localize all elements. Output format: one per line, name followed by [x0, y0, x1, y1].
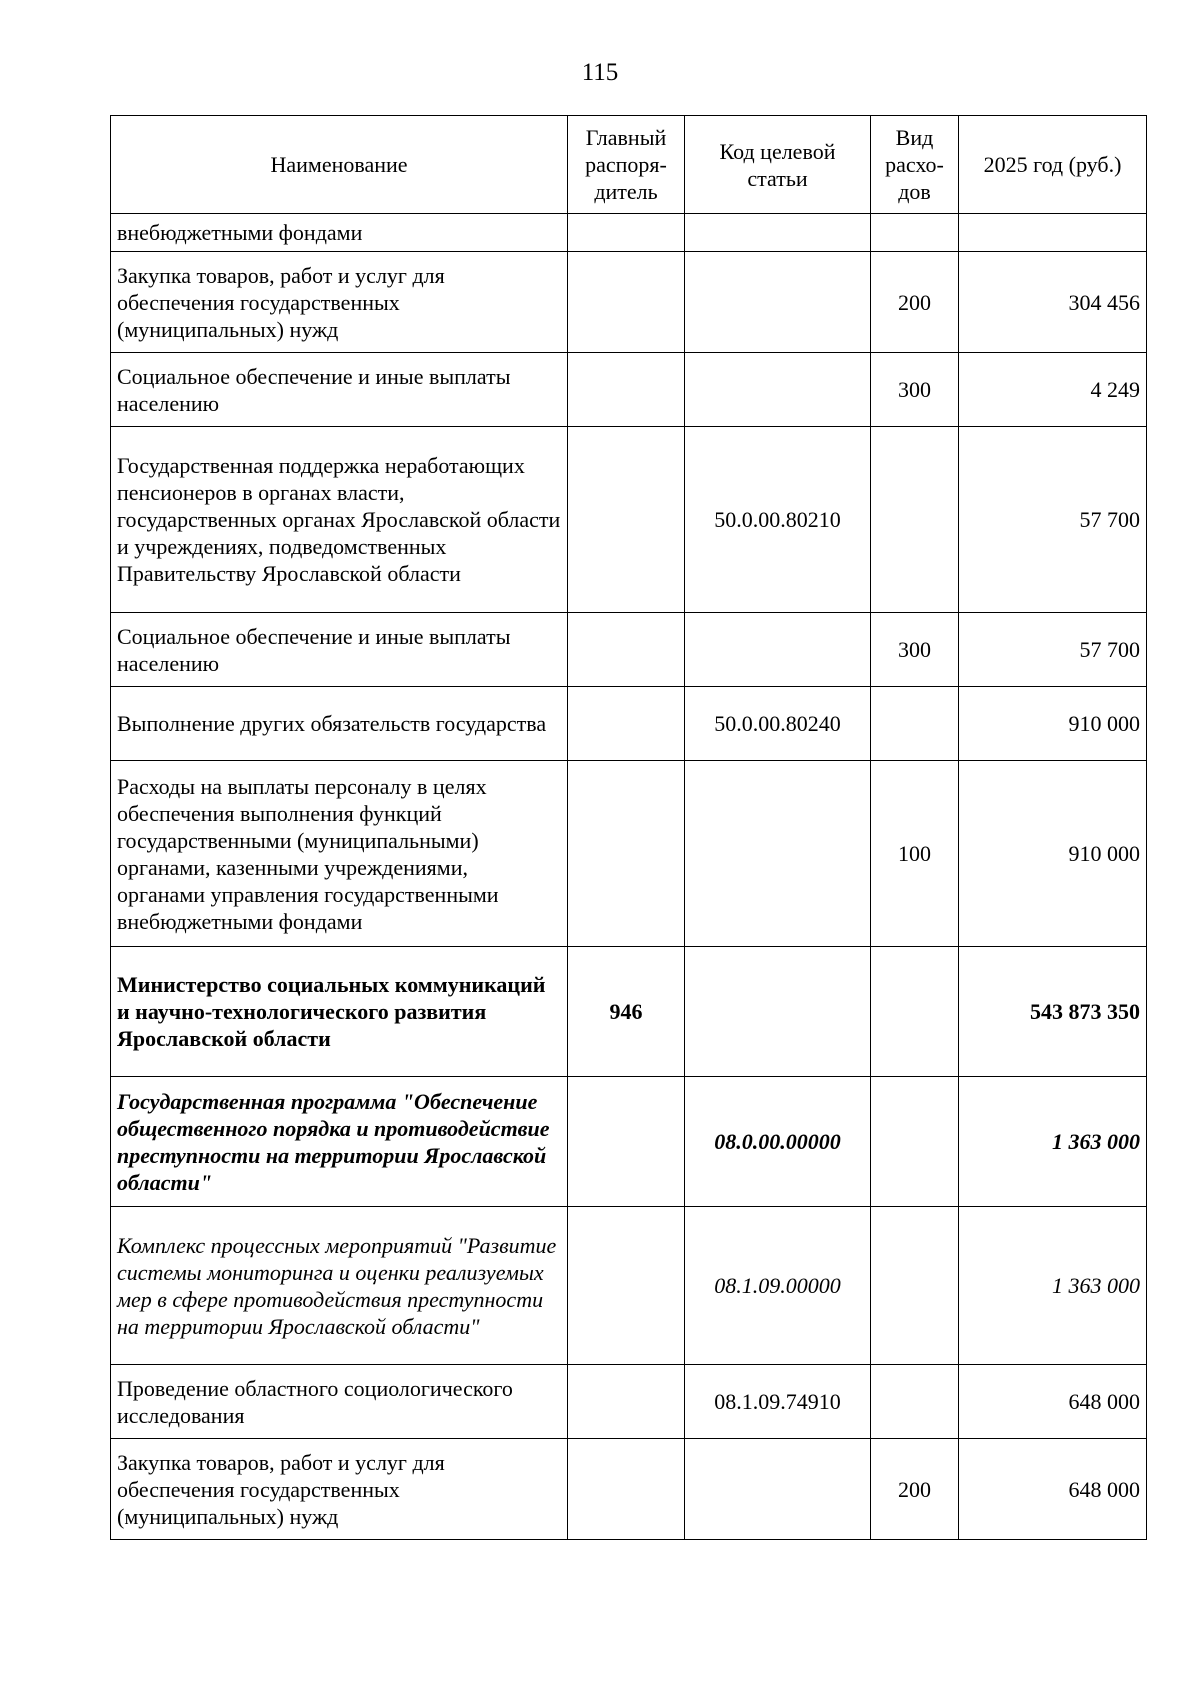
row-expense-kind	[871, 214, 959, 252]
header-target-code: Код целевой статьи	[685, 116, 871, 214]
row-target-code	[685, 353, 871, 427]
table-row	[111, 252, 1147, 353]
row-amount: 1 363 000	[959, 1207, 1147, 1365]
row-name: Социальное обеспечение и иные выплаты населению	[111, 353, 568, 427]
row-amount: 57 700	[959, 427, 1147, 613]
row-dispatcher	[568, 1077, 685, 1207]
row-expense-kind	[871, 1365, 959, 1439]
row-amount: 304 456	[959, 252, 1147, 353]
row-name: Расходы на выплаты персоналу в целях обеспечения выполнения функций государственными (муниципальными) органами, казенными учреждениями, органами управления государственными внебюджетными фондами	[111, 761, 568, 947]
header-name: Наименование	[111, 116, 568, 214]
table-row	[111, 214, 1147, 252]
table-row	[111, 353, 1147, 427]
row-expense-kind: 300	[871, 353, 959, 427]
header-amount: 2025 год (руб.)	[959, 116, 1147, 214]
row-dispatcher: 946	[568, 947, 685, 1077]
row-dispatcher	[568, 1207, 685, 1365]
row-dispatcher	[568, 613, 685, 687]
row-target-code	[685, 761, 871, 947]
row-dispatcher	[568, 252, 685, 353]
row-dispatcher	[568, 1365, 685, 1439]
table-row	[111, 1207, 1147, 1365]
row-dispatcher	[568, 1439, 685, 1540]
row-name: Государственная программа "Обеспечение общественного порядка и противодействие преступности на территории Ярославской области"	[111, 1077, 568, 1207]
table-row	[111, 761, 1147, 947]
row-amount: 910 000	[959, 761, 1147, 947]
row-amount: 543 873 350	[959, 947, 1147, 1077]
row-expense-kind: 100	[871, 761, 959, 947]
table-row	[111, 947, 1147, 1077]
table-row	[111, 1077, 1147, 1207]
header-expense-kind: Вид расхо-дов	[871, 116, 959, 214]
row-expense-kind	[871, 947, 959, 1077]
row-expense-kind	[871, 427, 959, 613]
budget-table	[110, 115, 1147, 1540]
row-amount: 648 000	[959, 1365, 1147, 1439]
row-expense-kind: 300	[871, 613, 959, 687]
row-name: Закупка товаров, работ и услуг для обеспечения государственных (муниципальных) нужд	[111, 252, 568, 353]
table-row	[111, 1439, 1147, 1540]
row-name: Проведение областного социологического исследования	[111, 1365, 568, 1439]
row-target-code	[685, 214, 871, 252]
row-target-code: 50.0.00.80240	[685, 687, 871, 761]
row-amount	[959, 214, 1147, 252]
row-name: внебюджетными фондами	[111, 214, 568, 252]
row-name: Государственная поддержка неработающих пенсионеров в органах власти, государственных органах Ярославской области и учреждениях, подведомственных Правительству Ярославской области	[111, 427, 568, 613]
table-header-row	[111, 116, 1147, 214]
page-number: 115	[581, 59, 619, 86]
row-expense-kind: 200	[871, 1439, 959, 1540]
row-name: Социальное обеспечение и иные выплаты населению	[111, 613, 568, 687]
row-target-code: 08.1.09.74910	[685, 1365, 871, 1439]
row-expense-kind: 200	[871, 252, 959, 353]
row-amount: 57 700	[959, 613, 1147, 687]
table-row	[111, 687, 1147, 761]
row-expense-kind	[871, 1077, 959, 1207]
row-target-code	[685, 947, 871, 1077]
row-target-code: 08.1.09.00000	[685, 1207, 871, 1365]
row-dispatcher	[568, 353, 685, 427]
table-row	[111, 1365, 1147, 1439]
row-target-code	[685, 613, 871, 687]
row-dispatcher	[568, 761, 685, 947]
table-row	[111, 613, 1147, 687]
row-name: Выполнение других обязательств государства	[111, 687, 568, 761]
row-dispatcher	[568, 427, 685, 613]
row-amount: 4 249	[959, 353, 1147, 427]
row-name: Министерство социальных коммуникаций и научно-технологического развития Ярославской области	[111, 947, 568, 1077]
row-target-code: 50.0.00.80210	[685, 427, 871, 613]
row-expense-kind	[871, 1207, 959, 1365]
row-dispatcher	[568, 214, 685, 252]
row-name: Комплекс процессных мероприятий "Развитие системы мониторинга и оценки реализуемых мер в сфере противодействия преступности на территории Ярославской области"	[111, 1207, 568, 1365]
table-row	[111, 427, 1147, 613]
row-amount: 910 000	[959, 687, 1147, 761]
row-dispatcher	[568, 687, 685, 761]
header-dispatcher: Главный распоря-дитель	[568, 116, 685, 214]
row-name: Закупка товаров, работ и услуг для обеспечения государственных (муниципальных) нужд	[111, 1439, 568, 1540]
row-amount: 648 000	[959, 1439, 1147, 1540]
row-target-code	[685, 252, 871, 353]
row-expense-kind	[871, 687, 959, 761]
row-amount: 1 363 000	[959, 1077, 1147, 1207]
row-target-code: 08.0.00.00000	[685, 1077, 871, 1207]
row-target-code	[685, 1439, 871, 1540]
